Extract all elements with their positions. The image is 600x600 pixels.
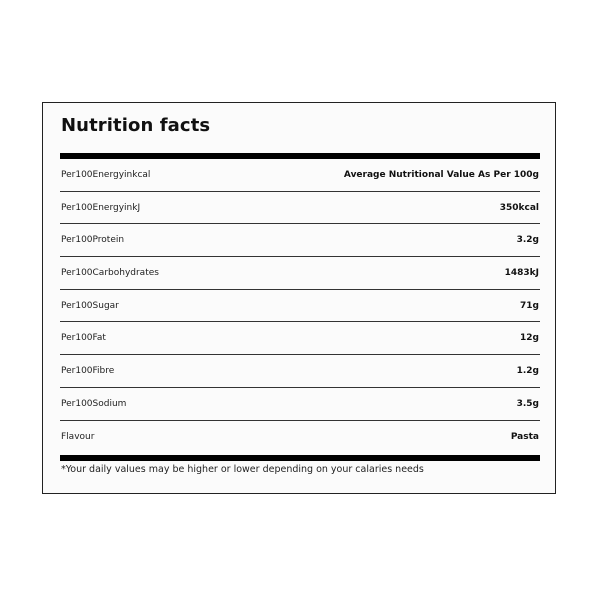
row-value: 3.5g: [516, 398, 539, 409]
bottom-divider: [60, 455, 540, 461]
row-value: Average Nutritional Value As Per 100g: [343, 169, 539, 180]
row-label: Per100EnergyinkJ: [61, 202, 141, 213]
row-label: Per100Energyinkcal: [61, 169, 151, 180]
table-row: [60, 192, 540, 225]
row-value: Pasta: [510, 431, 539, 442]
nutrition-table: [60, 159, 540, 453]
row-value: 3.2g: [516, 235, 539, 246]
row-value: 12g: [520, 333, 539, 344]
table-row: [60, 421, 540, 454]
table-row: [60, 257, 540, 290]
row-value: 1483kJ: [504, 267, 539, 278]
row-label: Flavour: [61, 431, 95, 442]
table-row: [60, 159, 540, 192]
row-value: 350kcal: [499, 202, 539, 213]
daily-values-footnote: *Your daily values may be higher or lower depending on your calaries needs: [61, 464, 424, 475]
table-row: [60, 290, 540, 323]
row-value: 1.2g: [516, 365, 539, 376]
row-value: 71g: [520, 300, 539, 311]
row-label: Per100Sugar: [61, 300, 119, 311]
row-label: Per100Sodium: [61, 398, 127, 409]
row-label: Per100Protein: [61, 235, 125, 246]
table-row: [60, 322, 540, 355]
table-row: [60, 388, 540, 421]
row-label: Per100Fibre: [61, 365, 115, 376]
nutrition-facts-title: Nutrition facts: [61, 115, 211, 136]
row-label: Per100Carbohydrates: [61, 267, 159, 278]
nutrition-facts-panel: [42, 102, 556, 494]
table-row: [60, 224, 540, 257]
row-label: Per100Fat: [61, 333, 106, 344]
table-row: [60, 355, 540, 388]
